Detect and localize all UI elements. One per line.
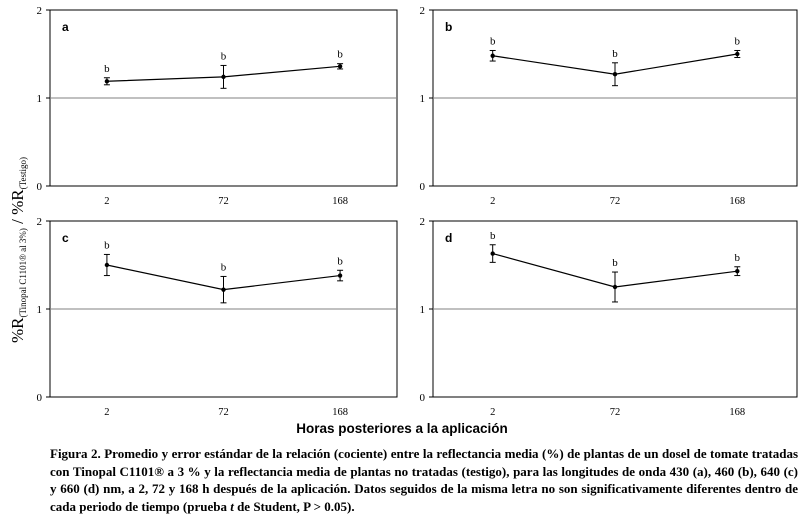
x-tick-label: 72 <box>218 407 229 418</box>
data-point <box>221 287 225 291</box>
y-tick-label: 0 <box>36 392 42 404</box>
x-tick-label: 168 <box>729 196 746 207</box>
y-axis-label-container <box>4 150 32 350</box>
panel-a <box>37 5 398 207</box>
significance-letter: b <box>612 257 618 270</box>
x-tick-label: 2 <box>104 407 110 418</box>
significance-letter: b <box>104 239 110 252</box>
data-point <box>613 72 617 76</box>
x-tick-label: 2 <box>490 196 496 207</box>
x-tick-label: 72 <box>218 196 229 207</box>
x-tick-label: 72 <box>609 196 621 207</box>
significance-letter: b <box>337 255 343 268</box>
data-point <box>490 251 494 255</box>
significance-letter: b <box>489 229 496 242</box>
figure-caption <box>50 445 798 515</box>
data-point <box>221 75 225 79</box>
data-point <box>338 273 342 277</box>
caption-tail: de Student, P > 0.05). <box>233 498 355 514</box>
caption-italic: t <box>230 498 234 514</box>
y-tick-label: 0 <box>419 392 425 404</box>
significance-letter: b <box>337 48 343 61</box>
panel-b <box>420 5 798 207</box>
x-tick-label: 168 <box>729 407 746 418</box>
panel-label: b <box>445 20 453 34</box>
data-point <box>490 54 494 58</box>
y-tick-label: 1 <box>419 93 425 105</box>
data-point <box>735 52 739 56</box>
y-axis-label-sub1: (Tinopal C1101® al 3%) <box>18 228 28 318</box>
x-tick-label: 168 <box>332 196 348 207</box>
panel-label: a <box>62 20 69 34</box>
y-tick-label: 2 <box>36 216 42 228</box>
y-tick-label: 1 <box>36 304 42 316</box>
y-tick-label: 2 <box>419 5 425 17</box>
data-point <box>338 64 342 68</box>
y-tick-label: 0 <box>419 181 425 193</box>
significance-letter: b <box>220 261 227 274</box>
caption-lead: Figura 2. Promedio y error estándar de la relación (cociente) entre la reflectancia media (%) de plantas de un dosel de tomate tratadas con Tinopal C1101® a 3 % y la reflectancia media de plantas no tratadas (testigo), para las longitudes de onda 430 (a), 460 (b), 640 (c) y 660 (d) nm, a 2, 72 y 168 h después de la aplicación. Datos seguidos de la misma letra no son significativamente diferentes dentro de cada periodo de tiempo (prueba <box>50 446 798 514</box>
significance-letter: b <box>220 50 227 63</box>
y-axis-label-part1: %R <box>8 317 27 344</box>
y-axis-label-separator: / <box>8 214 27 229</box>
panel-d <box>420 216 798 418</box>
panel-label: d <box>445 231 453 245</box>
y-tick-label: 2 <box>419 216 425 228</box>
significance-letter: b <box>734 35 741 48</box>
significance-letter: b <box>489 35 496 48</box>
x-tick-label: 168 <box>332 407 348 418</box>
y-tick-label: 1 <box>36 93 42 105</box>
x-tick-label: 72 <box>609 407 621 418</box>
y-axis-label-sub2: (Testigo) <box>18 156 28 190</box>
y-tick-label: 1 <box>419 304 425 316</box>
significance-letter: b <box>612 47 618 60</box>
x-axis-label: Horas posteriores a la aplicación <box>296 421 508 436</box>
y-axis-label <box>8 157 28 343</box>
data-point <box>105 79 109 83</box>
data-point <box>105 263 109 267</box>
panel-c <box>37 216 398 418</box>
y-axis-label-part2: %R <box>8 189 27 215</box>
significance-letter: b <box>734 251 741 264</box>
data-point <box>613 285 617 289</box>
panel-label: c <box>62 231 69 245</box>
x-tick-label: 2 <box>490 407 496 418</box>
data-point <box>735 269 739 273</box>
y-tick-label: 0 <box>36 181 42 193</box>
significance-letter: b <box>104 62 110 75</box>
y-tick-label: 2 <box>36 5 42 17</box>
x-tick-label: 2 <box>104 196 110 207</box>
